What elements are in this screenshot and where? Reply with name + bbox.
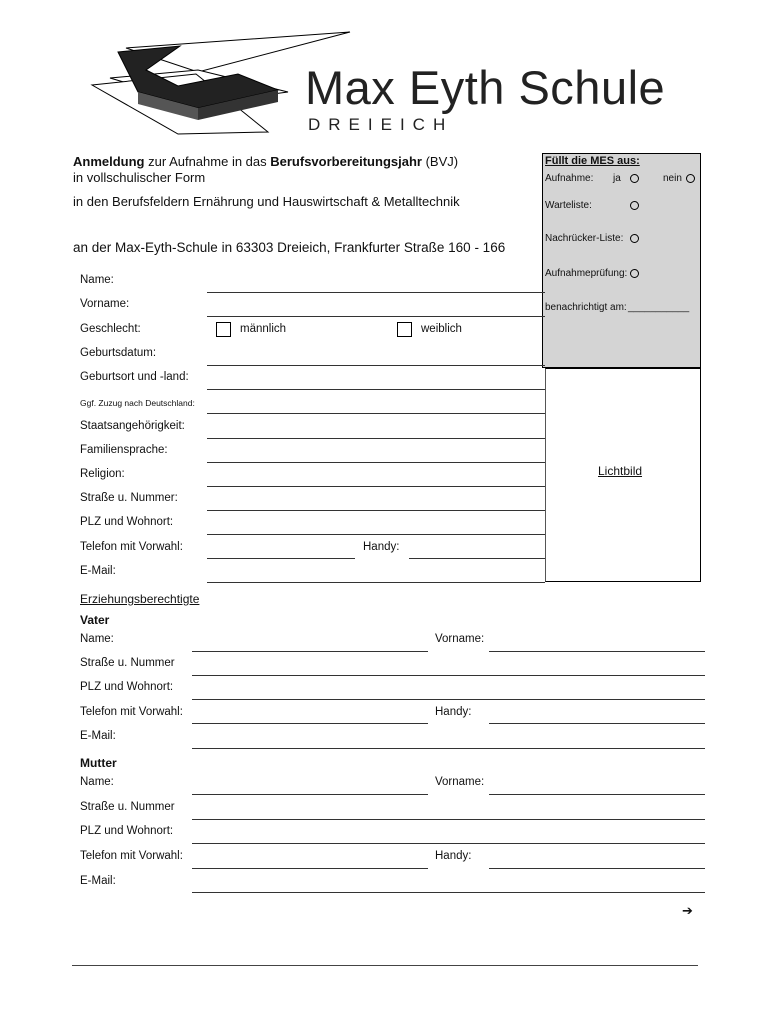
label-geburtsort: Geburtsort und -land: [80, 371, 189, 383]
office-warteliste-radio[interactable] [630, 201, 639, 210]
vater-field-email[interactable] [192, 748, 705, 749]
vater-label-plz: PLZ und Wohnort: [80, 681, 174, 693]
mutter-field-vorname[interactable] [489, 794, 705, 795]
form-title [73, 154, 458, 169]
mutter-field-telefon[interactable] [192, 868, 428, 869]
vater-label-vorname: Vorname: [435, 633, 485, 645]
field-geburtsort[interactable] [207, 389, 545, 390]
office-ja-radio[interactable] [630, 174, 639, 183]
office-warteliste-label: Warteliste: [545, 200, 592, 211]
office-nein-label: nein [663, 173, 682, 184]
school-location: DREIEICH [308, 115, 454, 134]
label-handy: Handy: [363, 541, 400, 553]
mutter-label-telefon: Telefon mit Vorwahl: [80, 850, 183, 862]
field-strasse[interactable] [207, 510, 545, 511]
field-religion[interactable] [207, 486, 545, 487]
vater-label-email: E-Mail: [80, 730, 116, 742]
office-ja-label: ja [613, 173, 621, 184]
label-name: Name: [80, 274, 114, 286]
vater-field-telefon[interactable] [192, 723, 428, 724]
label-email: E-Mail: [80, 565, 116, 577]
vater-field-plz[interactable] [192, 699, 705, 700]
vater-field-vorname[interactable] [489, 651, 705, 652]
office-aufnahme-label: Aufnahme: [545, 173, 594, 184]
mutter-label-plz: PLZ und Wohnort: [80, 825, 174, 837]
field-email[interactable] [207, 582, 545, 583]
office-benachrichtigt-blank[interactable]: ___________ [628, 302, 690, 313]
vater-label-name: Name: [80, 633, 114, 645]
field-telefon[interactable] [207, 558, 355, 559]
office-use-box [542, 153, 701, 368]
vater-label-handy: Handy: [435, 706, 472, 718]
label-plz: PLZ und Wohnort: [80, 516, 174, 528]
checkbox-weiblich[interactable] [397, 322, 412, 337]
mutter-label-strasse: Straße u. Nummer [80, 801, 175, 813]
field-plz[interactable] [207, 534, 545, 535]
field-handy[interactable] [409, 558, 545, 559]
title-word-bvj: Berufsvorbereitungsjahr [270, 154, 422, 169]
mutter-field-handy[interactable] [489, 868, 705, 869]
label-maennlich: männlich [240, 323, 287, 335]
office-heading: Füllt die MES aus: [545, 155, 640, 167]
field-vorname[interactable] [207, 316, 545, 317]
vater-field-strasse[interactable] [192, 675, 705, 676]
label-weiblich: weiblich [421, 323, 462, 335]
label-geschlecht: Geschlecht: [80, 323, 141, 335]
title-word-anmeldung: Anmeldung [73, 154, 145, 169]
field-familiensprache[interactable] [207, 462, 545, 463]
school-name: Max Eyth Schule [305, 61, 666, 114]
mutter-label-email: E-Mail: [80, 875, 116, 887]
office-benachrichtigt-label: benachrichtigt am: [545, 302, 627, 313]
mutter-field-strasse[interactable] [192, 819, 705, 820]
next-page-arrow-icon[interactable]: ➔ [682, 904, 693, 919]
label-strasse: Straße u. Nummer: [80, 492, 178, 504]
title-word-abbr: (BVJ) [421, 154, 459, 169]
guardians-heading: Erziehungsberechtigte [80, 592, 200, 606]
mutter-label-vorname: Vorname: [435, 776, 485, 788]
title-word-text: zur Aufnahme in das [144, 154, 271, 169]
office-nein-radio[interactable] [686, 174, 695, 183]
office-pruefung-radio[interactable] [630, 269, 639, 278]
office-nachruecker-radio[interactable] [630, 234, 639, 243]
field-staatsangehoerigkeit[interactable] [207, 438, 545, 439]
vater-field-handy[interactable] [489, 723, 705, 724]
office-pruefung-label: Aufnahmeprüfung: [545, 268, 628, 279]
vater-heading: Vater [80, 613, 110, 627]
vater-label-strasse: Straße u. Nummer [80, 657, 175, 669]
label-religion: Religion: [80, 468, 125, 480]
label-zuzug: Ggf. Zuzug nach Deutschland: [80, 398, 195, 408]
label-geburtsdatum: Geburtsdatum: [80, 347, 157, 359]
label-familiensprache: Familiensprache: [80, 444, 168, 456]
field-name[interactable] [207, 292, 545, 293]
field-zuzug[interactable] [207, 413, 545, 414]
mutter-field-plz[interactable] [192, 843, 705, 844]
office-nachruecker-label: Nachrücker-Liste: [545, 233, 624, 244]
mutter-field-email[interactable] [192, 892, 705, 893]
vater-field-name[interactable] [192, 651, 428, 652]
form-address-line: an der Max-Eyth-Schule in 63303 Dreieich, Frankfurter Straße 160 - 166 [73, 240, 506, 255]
label-vorname: Vorname: [80, 298, 130, 310]
field-geburtsdatum[interactable] [207, 365, 545, 366]
form-subtitle: in vollschulischer Form [73, 170, 206, 185]
mutter-label-name: Name: [80, 776, 114, 788]
vater-label-telefon: Telefon mit Vorwahl: [80, 706, 183, 718]
footer-divider [72, 965, 698, 966]
mutter-heading: Mutter [80, 756, 117, 770]
label-telefon: Telefon mit Vorwahl: [80, 541, 183, 553]
checkbox-maennlich[interactable] [216, 322, 231, 337]
mutter-label-handy: Handy: [435, 850, 472, 862]
mutter-field-name[interactable] [192, 794, 428, 795]
form-fields-line: in den Berufsfeldern Ernährung und Hauswirtschaft & Metalltechnik [73, 194, 460, 209]
label-staatsangehoerigkeit: Staatsangehörigkeit: [80, 420, 185, 432]
photo-label: Lichtbild [598, 464, 643, 478]
